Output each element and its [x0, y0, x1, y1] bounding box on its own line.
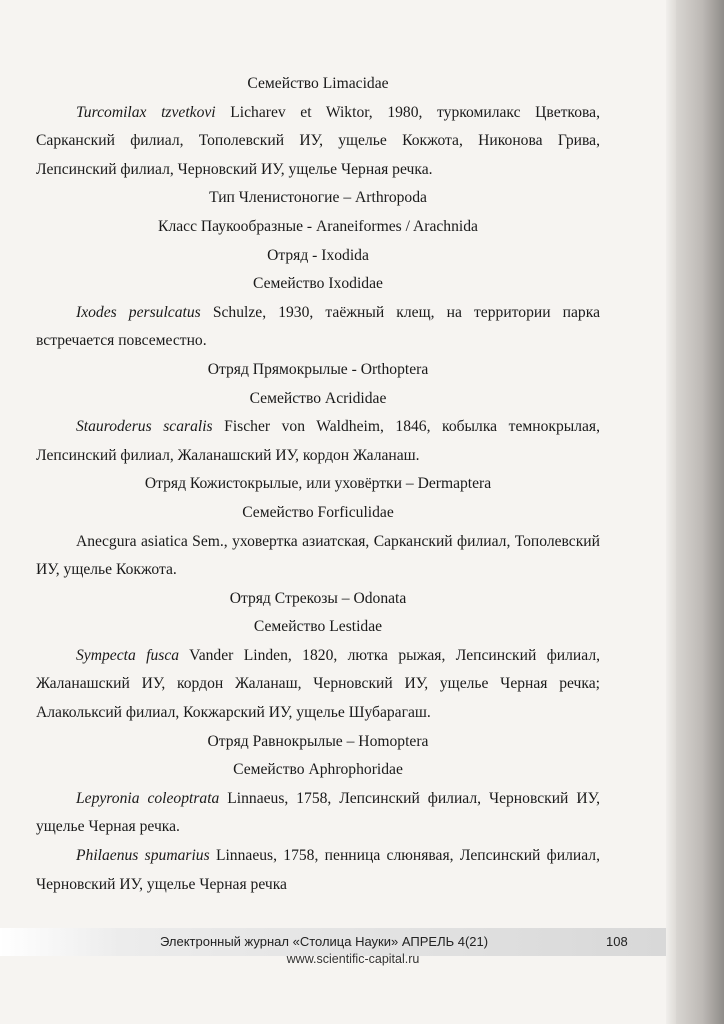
- heading-type-arthropoda: Тип Членистоногие – Arthropoda: [209, 189, 427, 207]
- paragraph-philaenus: [36, 842, 600, 899]
- page-edge-shadow: [676, 0, 724, 1024]
- heading-order-odonata: Отряд Стрекозы – Odonata: [229, 589, 407, 607]
- species-name: Sympecta fusca: [76, 646, 180, 664]
- heading-order-dermaptera: Отряд Кожистокрылые, или уховёртки – Dermaptera: [144, 475, 492, 493]
- species-text: Schulze, 1930, таёжный клещ, на территории парка встречается повсеместно.: [36, 303, 600, 350]
- paragraph-sympecta: [36, 642, 600, 728]
- heading-order-ixodida: Отряд - Ixodida: [267, 246, 369, 264]
- heading-family-aphrophoridae: Семейство Aphrophoridae: [233, 761, 403, 779]
- species-name: Ixodes persulcatus: [76, 303, 201, 321]
- journal-title: Электронный журнал «Столица Науки» АПРЕЛЬ 4(21): [160, 934, 489, 949]
- paragraph-lepyronia: [36, 785, 600, 842]
- page-number: 108: [606, 934, 628, 949]
- document-body: [36, 70, 600, 899]
- paragraph-anecgura: [36, 528, 600, 585]
- species-name: Turcomilax tzvetkovi: [76, 103, 216, 121]
- heading-family-acrididae: Семейство Acrididae: [249, 389, 387, 407]
- species-name: Stauroderus scaralis: [76, 418, 213, 436]
- heading-order-homoptera: Отряд Равнокрылые – Homoptera: [207, 732, 429, 750]
- species-text: Linnaeus, 1758, Лепсинский филиал, Черновский ИУ, ущелье Черная речка.: [36, 789, 600, 836]
- paragraph-stauroderus: [36, 413, 600, 470]
- species-text: Linnaeus, 1758, пенница слюнявая, Лепсинский филиал, Черновский ИУ, ущелье Черная речка: [36, 847, 600, 893]
- species-text: Fischer von Waldheim, 1846, кобылка темнокрылая, Лепсинский филиал, Жаланашский ИУ, кордон Жаланаш.: [36, 418, 600, 464]
- heading-class-arachnida: Класс Паукообразные - Araneiformes / Arachnida: [158, 217, 478, 235]
- species-name: Philaenus spumarius: [76, 847, 210, 865]
- paragraph-ixodes: [36, 299, 600, 356]
- website-url: www.scientific-capital.ru: [286, 952, 420, 966]
- heading-family-lestidae: Семейство Lestidae: [253, 618, 383, 636]
- heading-family-forficulidae: Семейство Forficulidae: [242, 503, 394, 521]
- heading-family-limacidae: Семейство Limacidae: [247, 75, 389, 92]
- species-text: Licharev et Wiktor, 1980, туркомилакс Цветкова, Сарканский филиал, Тополевский ИУ, ущелье Кокжота, Никонова Грива, Лепсинский филиал, Черновский ИУ, ущелье Черная речка.: [36, 103, 600, 178]
- heading-order-orthoptera: Отряд Прямокрылые - Orthoptera: [207, 360, 429, 378]
- species-text: Vander Linden, 1820, лютка рыжая, Лепсинский филиал, Жаланашский ИУ, кордон Жаланаш, Черновский ИУ, ущелье Черная речка; Алакольксий филиал, Кокжарский ИУ, ущелье Шубарагаш.: [36, 646, 601, 722]
- species-name: Lepyronia coleoptrata: [76, 789, 220, 807]
- heading-family-ixodidae: Семейство Ixodidae: [253, 275, 383, 293]
- species-text: Anecgura asiatica Sem., уховертка азиатская, Сарканский филиал, Тополевский ИУ, ущелье Кокжота.: [36, 532, 600, 579]
- paragraph-turcomilax: [36, 99, 600, 185]
- page-edge-strip: [666, 0, 676, 1024]
